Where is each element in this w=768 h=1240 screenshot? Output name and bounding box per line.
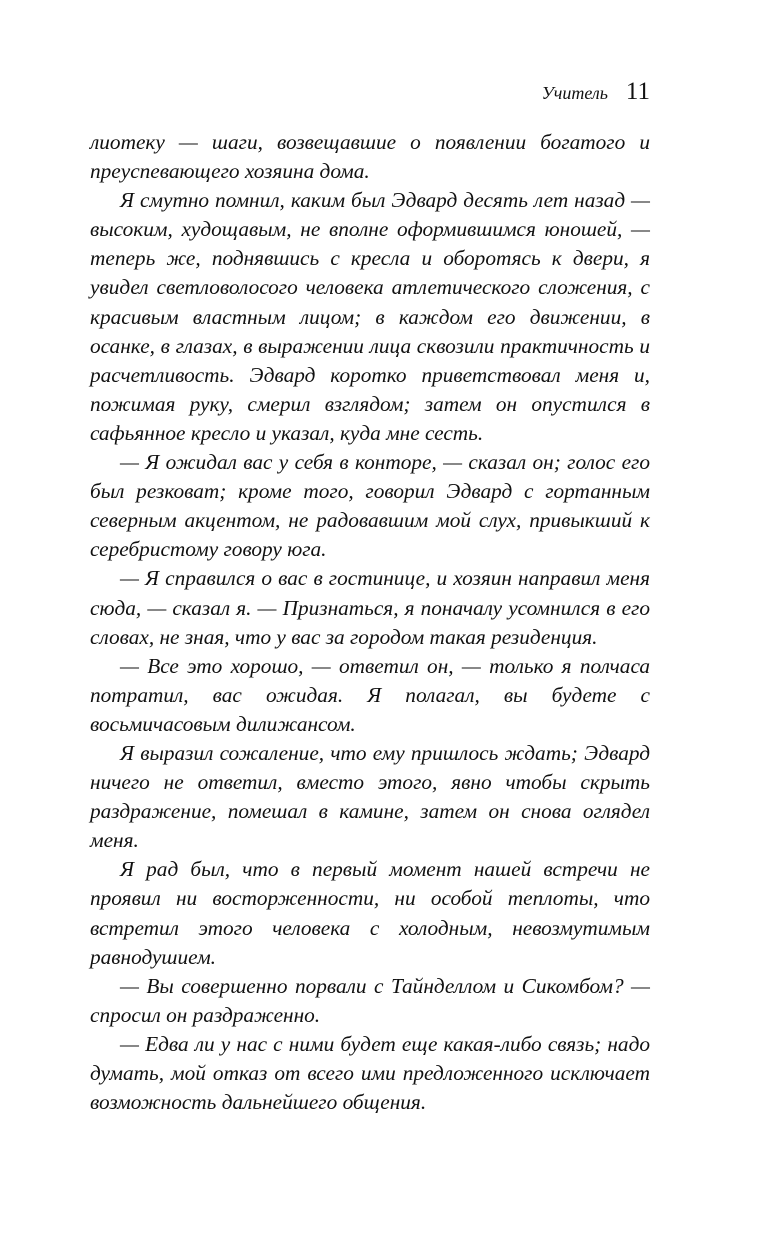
paragraph: — Я ожидал вас у себя в конторе, — сказал он; голос его был резковат; кроме того, говорил Эдвард с гортанным северным акцентом, не радовавшим мой слух, привыкший к серебристому говору юга. [90,450,650,562]
paragraph: — Едва ли у нас с ними будет еще какая-либо связь; надо думать, мой отказ от всего ими предложенного исключает возможность дальнейшего общения. [90,1031,650,1115]
paragraph: Я смутно помнил, каким был Эдвард десять лет назад — высоким, худощавым, не вполне оформившимся юношей, — теперь же, поднявшись с кресла и оборотясь к двери, я увидел светловолосого человека атлетического сложения, с красивым властным лицом; в каждом его движении, в осанке, в глазах, в выражении лица сквозили практичность и расчетливость. Эдвард коротко приветствовал меня и, пожимая руку, смерил взглядом; затем он опустился в сафьянное кресло и указал, куда мне сесть. [90,188,650,445]
paragraph: Я рад был, что в первый момент нашей встречи не проявил ни восторженности, ни особой теплоты, что встретил этого человека с холодным, невозмутимым равнодушием. [90,857,650,969]
running-title: Учитель [541,83,608,103]
paragraph: — Вы совершенно порвали с Тайнделлом и Сикомбом? — спросил он раздраженно. [90,973,650,1027]
body-text [90,128,650,1117]
paragraph: — Все это хорошо, — ответил он, — только я полчаса потратил, вас ожидая. Я полагал, вы будете с восьмичасовым дилижансом. [90,653,650,736]
paragraph: лиотеку — шаги, возвещавшие о появлении богатого и преуспевающего хозяина дома. [90,130,650,184]
page-header [542,78,650,106]
paragraph: — Я справился о вас в гостинице, и хозяин направил меня сюда, — сказал я. — Признаться, я поначалу усомнился в его словах, не зная, что у вас за городом такая резиденция. [90,566,650,649]
page-number: 11 [625,78,650,105]
paragraph: Я выразил сожаление, что ему пришлось ждать; Эдвард ничего не ответил, вместо этого, явно чтобы скрыть раздражение, помешал в камине, затем он снова оглядел меня. [90,740,650,853]
